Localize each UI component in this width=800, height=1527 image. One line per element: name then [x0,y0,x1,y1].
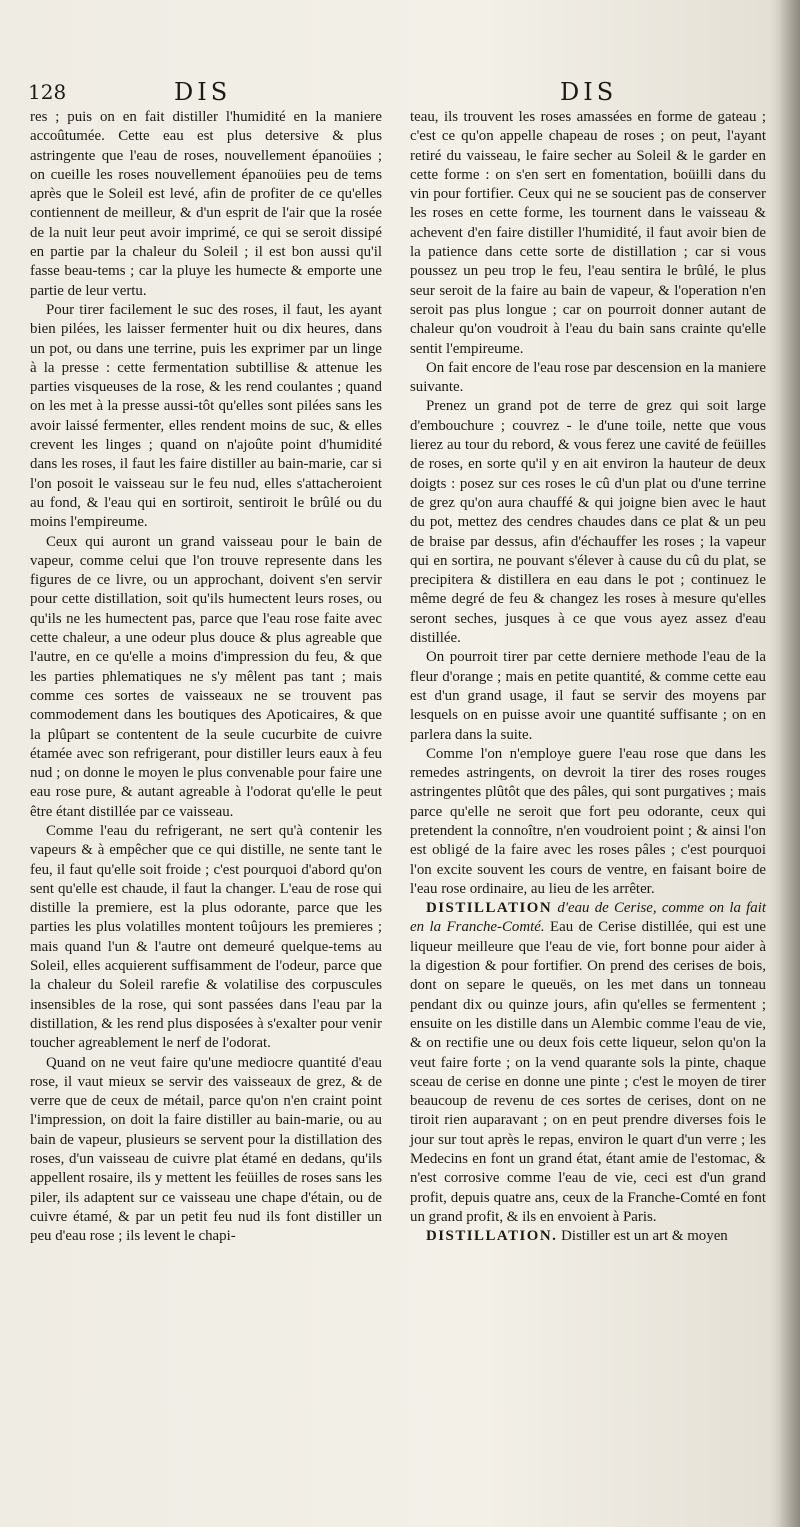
paragraph: Comme l'eau du refrigerant, ne sert qu'à contenir les vapeurs & à empêcher que ce qui distille, ne sente tant le feu, il faut qu'elle soit froide ; c'est pourquoi d'abord qu'on sent qu'elle est chaude, il faut la changer. L'eau de rose qui distille la premiere, est la plus odorante, parce que les parties les plus volatilles montent toûjours les premieres ; mais quand l'un & l'autre ont demeuré quelque-tems au Soleil, elles acquierent suffisamment de l'odeur, parce que la chaleur du Soleil rarefie & volatilise des corpuscules insensibles de la rose, qui sont passées dans l'eau par la distillation, & les rend plus disposées à s'exalter pour venir toucher agreablement le nerf de l'odorat. [30,822,382,1052]
paragraph: res ; puis on en fait distiller l'humidité en la maniere accoûtumée. Cette eau est plus detersive & plus astringente que l'eau de roses, nouvellement épanoüies ; on cueille les roses nouvellement épanoüies peu de tems après que le Soleil est levé, afin de profiter de ce qu'elles contiennent de meilleur, & d'un esprit de l'air que la rosée de la nuit leur peut avoir imprimé, ce qui se seroit dissipé en partie par la chaleur du Soleil ; il est bon aussi qu'il fasse beau-tems ; car la pluye les humecte & emporte une partie de leur vertu. [30,109,382,299]
paragraph: Pour tirer facilement le suc des roses, il faut, les ayant bien pilées, les laisser fermenter huit ou dix heures, dans un pot, ou dans une terrine, puis les exprimer par un linge à la presse : cette fermentation subtillise & attenue les parties visqueuses de la rose, & les rend coulantes ; quand on les met à la presse aussi-tôt qu'elles sont pilées sans les avoir laissé fermenter, elles rendent moins de suc, & elles crevent les linges ; quand on n'ajoûte point d'humidité dans les roses, il faut les faire distiller au bain-marie, car si l'on posoit le vaisseau sur le feu nud, elles s'attacheroient au fond, & l'eau qui en sortiroit, sentiroit le brûlé ou du moins l'empireume. [30,301,382,531]
paragraph: Quand on ne veut faire qu'une mediocre quantité d'eau rose, il vaut mieux se servir des vaisseaux de grez, & de verre que de ceux de métail, parce qu'on n'en craint point l'impression, on doit la faire distiller au bain-marie, ou au bain de vapeur, plusieurs se servent pour la distillation des roses, d'un vaisseau de cuivre plat étamé en dedans, qu'ils appellent rosaire, ils y mettent les feüilles de roses sans les piler, ils adaptent sur ce vaisseau une chape d'étain, ou de cuivre étamé, & par un petit feu nud ils font distiller un peu d'eau rose ; ils levent le chapi- [30,1054,382,1245]
entry-cerise [410,899,766,1227]
paragraph: On pourroit tirer par cette derniere methode l'eau de la fleur d'orange ; mais en petite quantité, & comme cette eau est d'un grand usage, il faut se servir des moyens par lesquels on en puisse avoir une quantité suffisante ; on en parlera dans la suite. [410,649,766,743]
left-column [30,108,382,1247]
page-edge-shadow [778,0,800,1527]
right-column [410,108,766,1247]
entry-title: DISTILLATION [426,900,553,917]
paragraph: teau, ils trouvent les roses amassées en forme de gateau ; c'est ce qu'on appelle chapeau de roses ; on peut, l'ayant retiré du vaisseau, le faire secher au Soleil & le garder en cette forme : on s'en sert en fomentation, boüilli dans du vin pour fortifier. Ceux qui ne se soucient pas de conserver les roses en cette forme, les tournent dans le vaisseau & achevent d'en faire distiller l'humidité, il faut avoir bien de la patience dans cette sorte de distillation ; car si vous poussez un peu trop le feu, l'eau sentira le brûlé, le plus seur seroit de la faire au bain de vapeur, & l'operation n'en seroit pas plus longue ; car on pourroit donner autant de chaleur qu'on voudroit à l'eau du bain sans crainte qu'elle sentit l'empireume. [410,109,766,357]
entry-text: Distiller est un art & moyen [557,1228,728,1245]
paragraph: Comme l'on n'employe guere l'eau rose que dans les remedes astringents, on devroit la tirer des roses rouges astringentes plûtôt que des pâles, qui sont purgatives ; mais parce qu'elle ne seroit que fort peu odorante, ceux qui pretendent la connoître, n'en voudroient point ; & ainsi l'on est obligé de la faire avec les roses pâles ; c'est pourquoi l'on excite souvent les cours de ventre, en faisant boire de l'eau rose ordinaire, au lieu de les arrêter. [410,745,766,897]
entry-subtitle: d'eau de Cerise, comme on la fait en la Franche-Comté. [410,900,766,936]
entry-title: DISTILLATION. [426,1228,558,1245]
entry-text: Eau de Cerise distillée, qui est une liqueur meilleure que l'eau de vie, fort bonne pour aider à la digestion & pour fortifier. On prend des cerises de bois, dont on separe le queuës, on les met dans un tonneau pendant dix ou quinze jours, afin qu'elles se fermentent ; ensuite on les distille dans un Alembic comme l'eau de vie, & on rectifie une ou deux fois cette liqueur, selon qu'on la veut faire forte ; on la vend quarante sols la pinte, chaque sceau de cerise en donne une pinte ; c'est le moyen de tirer beaucoup de revenu de ces sortes de cerises, dont on ne tiroit rien auparavant ; on en peut prendre diverses fois le jour sur tout après le repas, environ le quart d'un verre ; les Medecins en font un grand état, étant amie de l'estomac, & n'est corrosive comme l'eau de vie, ceci est d'un grand profit, depuis quatre ans, ceux de la Franche-Comté en font un grand profit, & ils en envoient à Paris. [410,919,766,1225]
running-head-right: DIS [560,78,618,106]
running-head-left: DIS [174,78,232,106]
paragraph: On fait encore de l'eau rose par descension en la maniere suivante. [410,359,766,396]
paragraph: Prenez un grand pot de terre de grez qui soit large d'embouchure ; couvrez - le d'une toile, nette que vous lierez au tour du rebord, & vous ferez une cavité de feüilles de roses, en sorte qu'il y en ait environ la hauteur de deux doigts : posez sur ces roses le cû d'un plat ou d'une terrine de grez qu'on aura chauffé & qui joigne bien avec le haut du pot, mettez des cendres chaudes dans ce plat & un peu de braise par dessus, afin d'échauffer les roses ; la vapeur qui en sortira, ne pouvant s'élever à cause du cû du plat, se precipitera & distillera en eau dans le pot ; continuez le même degré de feu & changez les roses à mesure qu'elles seront seches, jusques à ce que vous ayez assez d'eau distillée. [410,398,766,647]
running-header [0,78,800,108]
entry-distillation [410,1227,766,1246]
page-number: 128 [28,80,67,104]
paragraph: Ceux qui auront un grand vaisseau pour le bain de vapeur, comme celui que l'on trouve represente dans les figures de ce livre, ou un approchant, doivent s'en servir pour cette distillation, soit qu'ils humectent leurs roses, ou qu'ils ne les humectent pas, parce que l'eau rose faite avec cette chaleur, a une odeur plus douce & plus agreable que l'autre, en ce qu'elle a moins d'impression du feu, & que les parties phlematiques ne s'y mêlent pas tant ; mais comme ces sortes de vaisseaux ne se trouvent pas commodement dans les boutiques des Apoticaires, & que la plûpart se contentent de la seule cucurbite de cuivre étamée avec son refrigerant, pour distiller leurs eaux à feu nud ; on donne le moyen le plus convenable pour faire une eau rose pure, & autant agreable à l'odorat qu'elle le peut être étant distillée par ce vaisseau. [30,533,382,820]
